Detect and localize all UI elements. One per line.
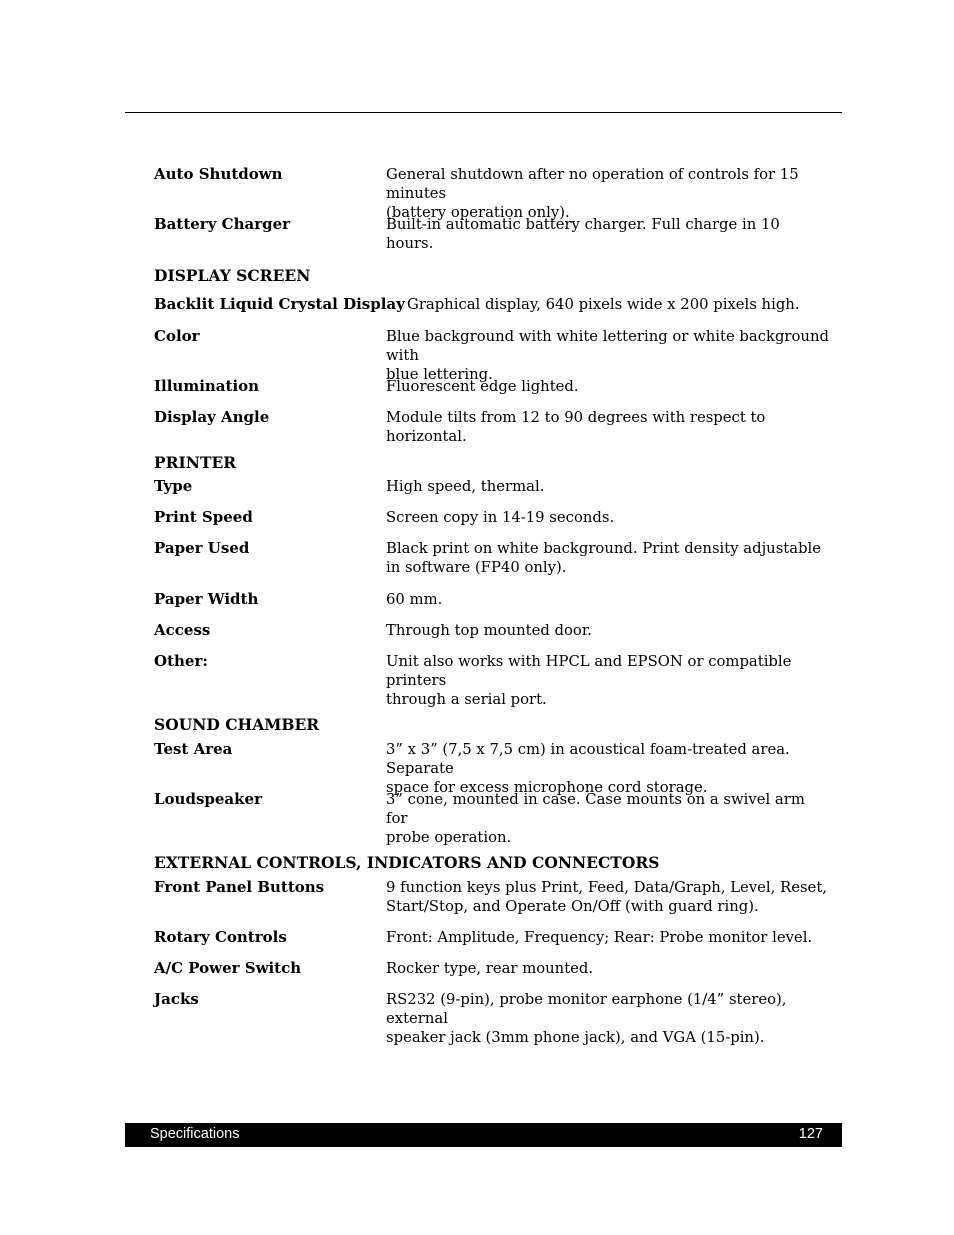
spec-label: Front Panel Buttons: [154, 878, 325, 896]
page-number: 127: [798, 1126, 823, 1142]
spec-label: Other:: [154, 652, 208, 670]
spec-row-test-area: [154, 740, 834, 796]
spec-desc: 3” cone, mounted in case. Case mounts on a swivel arm for probe operation.: [386, 791, 805, 846]
spec-label: Test Area: [154, 740, 233, 758]
display-section: [154, 266, 834, 446]
spec-label: Battery Charger: [154, 215, 291, 233]
spec-desc: RS232 (9-pin), probe monitor earphone (1/4” stereo), external speaker jack (3mm phone jack), and VGA (15-pin).: [386, 991, 787, 1046]
spec-row-type: [154, 477, 834, 508]
spec-desc: Built-in automatic battery charger. Full charge in 10 hours.: [386, 216, 780, 252]
spec-label: Loudspeaker: [154, 790, 262, 808]
spec-row-illumination: [154, 377, 834, 408]
spec-row-front-panel: [154, 878, 834, 928]
spec-desc: Screen copy in 14-19 seconds.: [386, 509, 615, 526]
spec-label: Type: [154, 477, 193, 495]
spec-label: Illumination: [154, 377, 260, 395]
spec-desc: Rocker type, rear mounted.: [386, 960, 594, 977]
spec-row-display-angle: [154, 408, 834, 446]
section-heading: SOUND CHAMBER: [154, 715, 320, 734]
external-section: [154, 853, 834, 1047]
spec-row-battery-charger: [154, 215, 834, 253]
spec-label: Color: [154, 327, 200, 345]
spec-desc: 3” x 3” (7,5 x 7,5 cm) in acoustical foam-treated area. Separate space for excess microphone cord storage.: [386, 741, 790, 796]
spec-row-loudspeaker: [154, 790, 834, 847]
spec-desc: High speed, thermal.: [386, 478, 545, 495]
spec-label: Backlit Liquid Crystal Display: [154, 295, 405, 313]
spec-row-access: [154, 621, 834, 652]
spec-label: Paper Width: [154, 590, 259, 608]
printer-section: [154, 453, 834, 709]
spec-desc: Module tilts from 12 to 90 degrees with respect to horizontal.: [386, 409, 766, 445]
spec-label: Jacks: [154, 990, 199, 1008]
spec-label: Rotary Controls: [154, 928, 287, 946]
spec-desc: 60 mm.: [386, 591, 443, 608]
spec-label: Paper Used: [154, 539, 250, 557]
spec-label: Auto Shutdown: [154, 165, 283, 183]
spec-row-jacks: [154, 990, 834, 1047]
spec-row-rotary-controls: [154, 928, 834, 959]
section-heading: PRINTER: [154, 453, 237, 472]
spec-label: Access: [154, 621, 211, 639]
spec-desc: Through top mounted door.: [386, 622, 592, 639]
spec-label: Print Speed: [154, 508, 253, 526]
spec-desc: General shutdown after no operation of controls for 15 minutes (battery operation only).: [386, 166, 799, 221]
footer-section-title: Specifications: [150, 1126, 240, 1142]
section-heading: DISPLAY SCREEN: [154, 266, 311, 285]
spec-row-other: [154, 652, 834, 709]
section-heading: EXTERNAL CONTROLS, INDICATORS AND CONNECTORS: [154, 853, 660, 872]
spec-row-paper-used: [154, 539, 834, 590]
spec-desc: Black print on white background. Print density adjustable in software (FP40 only).: [386, 540, 822, 576]
spec-row-paper-width: [154, 590, 834, 621]
spec-row-backlit: [154, 295, 834, 327]
spec-desc: Blue background with white lettering or white background with blue lettering.: [386, 328, 829, 383]
spec-desc: Graphical display, 640 pixels wide x 200 pixels high.: [407, 296, 800, 313]
spec-desc: Front: Amplitude, Frequency; Rear: Probe monitor level.: [386, 929, 813, 946]
header-rule: [125, 112, 842, 113]
spec-desc: Unit also works with HPCL and EPSON or compatible printers through a serial port.: [386, 653, 792, 708]
spec-label: Display Angle: [154, 408, 270, 426]
spec-desc: 9 function keys plus Print, Feed, Data/Graph, Level, Reset, Start/Stop, and Operate On/Off (with guard ring).: [386, 879, 827, 915]
spec-row-auto-shutdown: [154, 165, 834, 221]
spec-desc: Fluorescent edge lighted.: [386, 378, 579, 395]
page-footer: [125, 1123, 842, 1147]
spec-label: A/C Power Switch: [154, 959, 302, 977]
spec-row-color: [154, 327, 834, 383]
general-section: [154, 165, 834, 253]
spec-row-power-switch: [154, 959, 834, 990]
spec-row-print-speed: [154, 508, 834, 539]
sound-section: [154, 715, 834, 847]
